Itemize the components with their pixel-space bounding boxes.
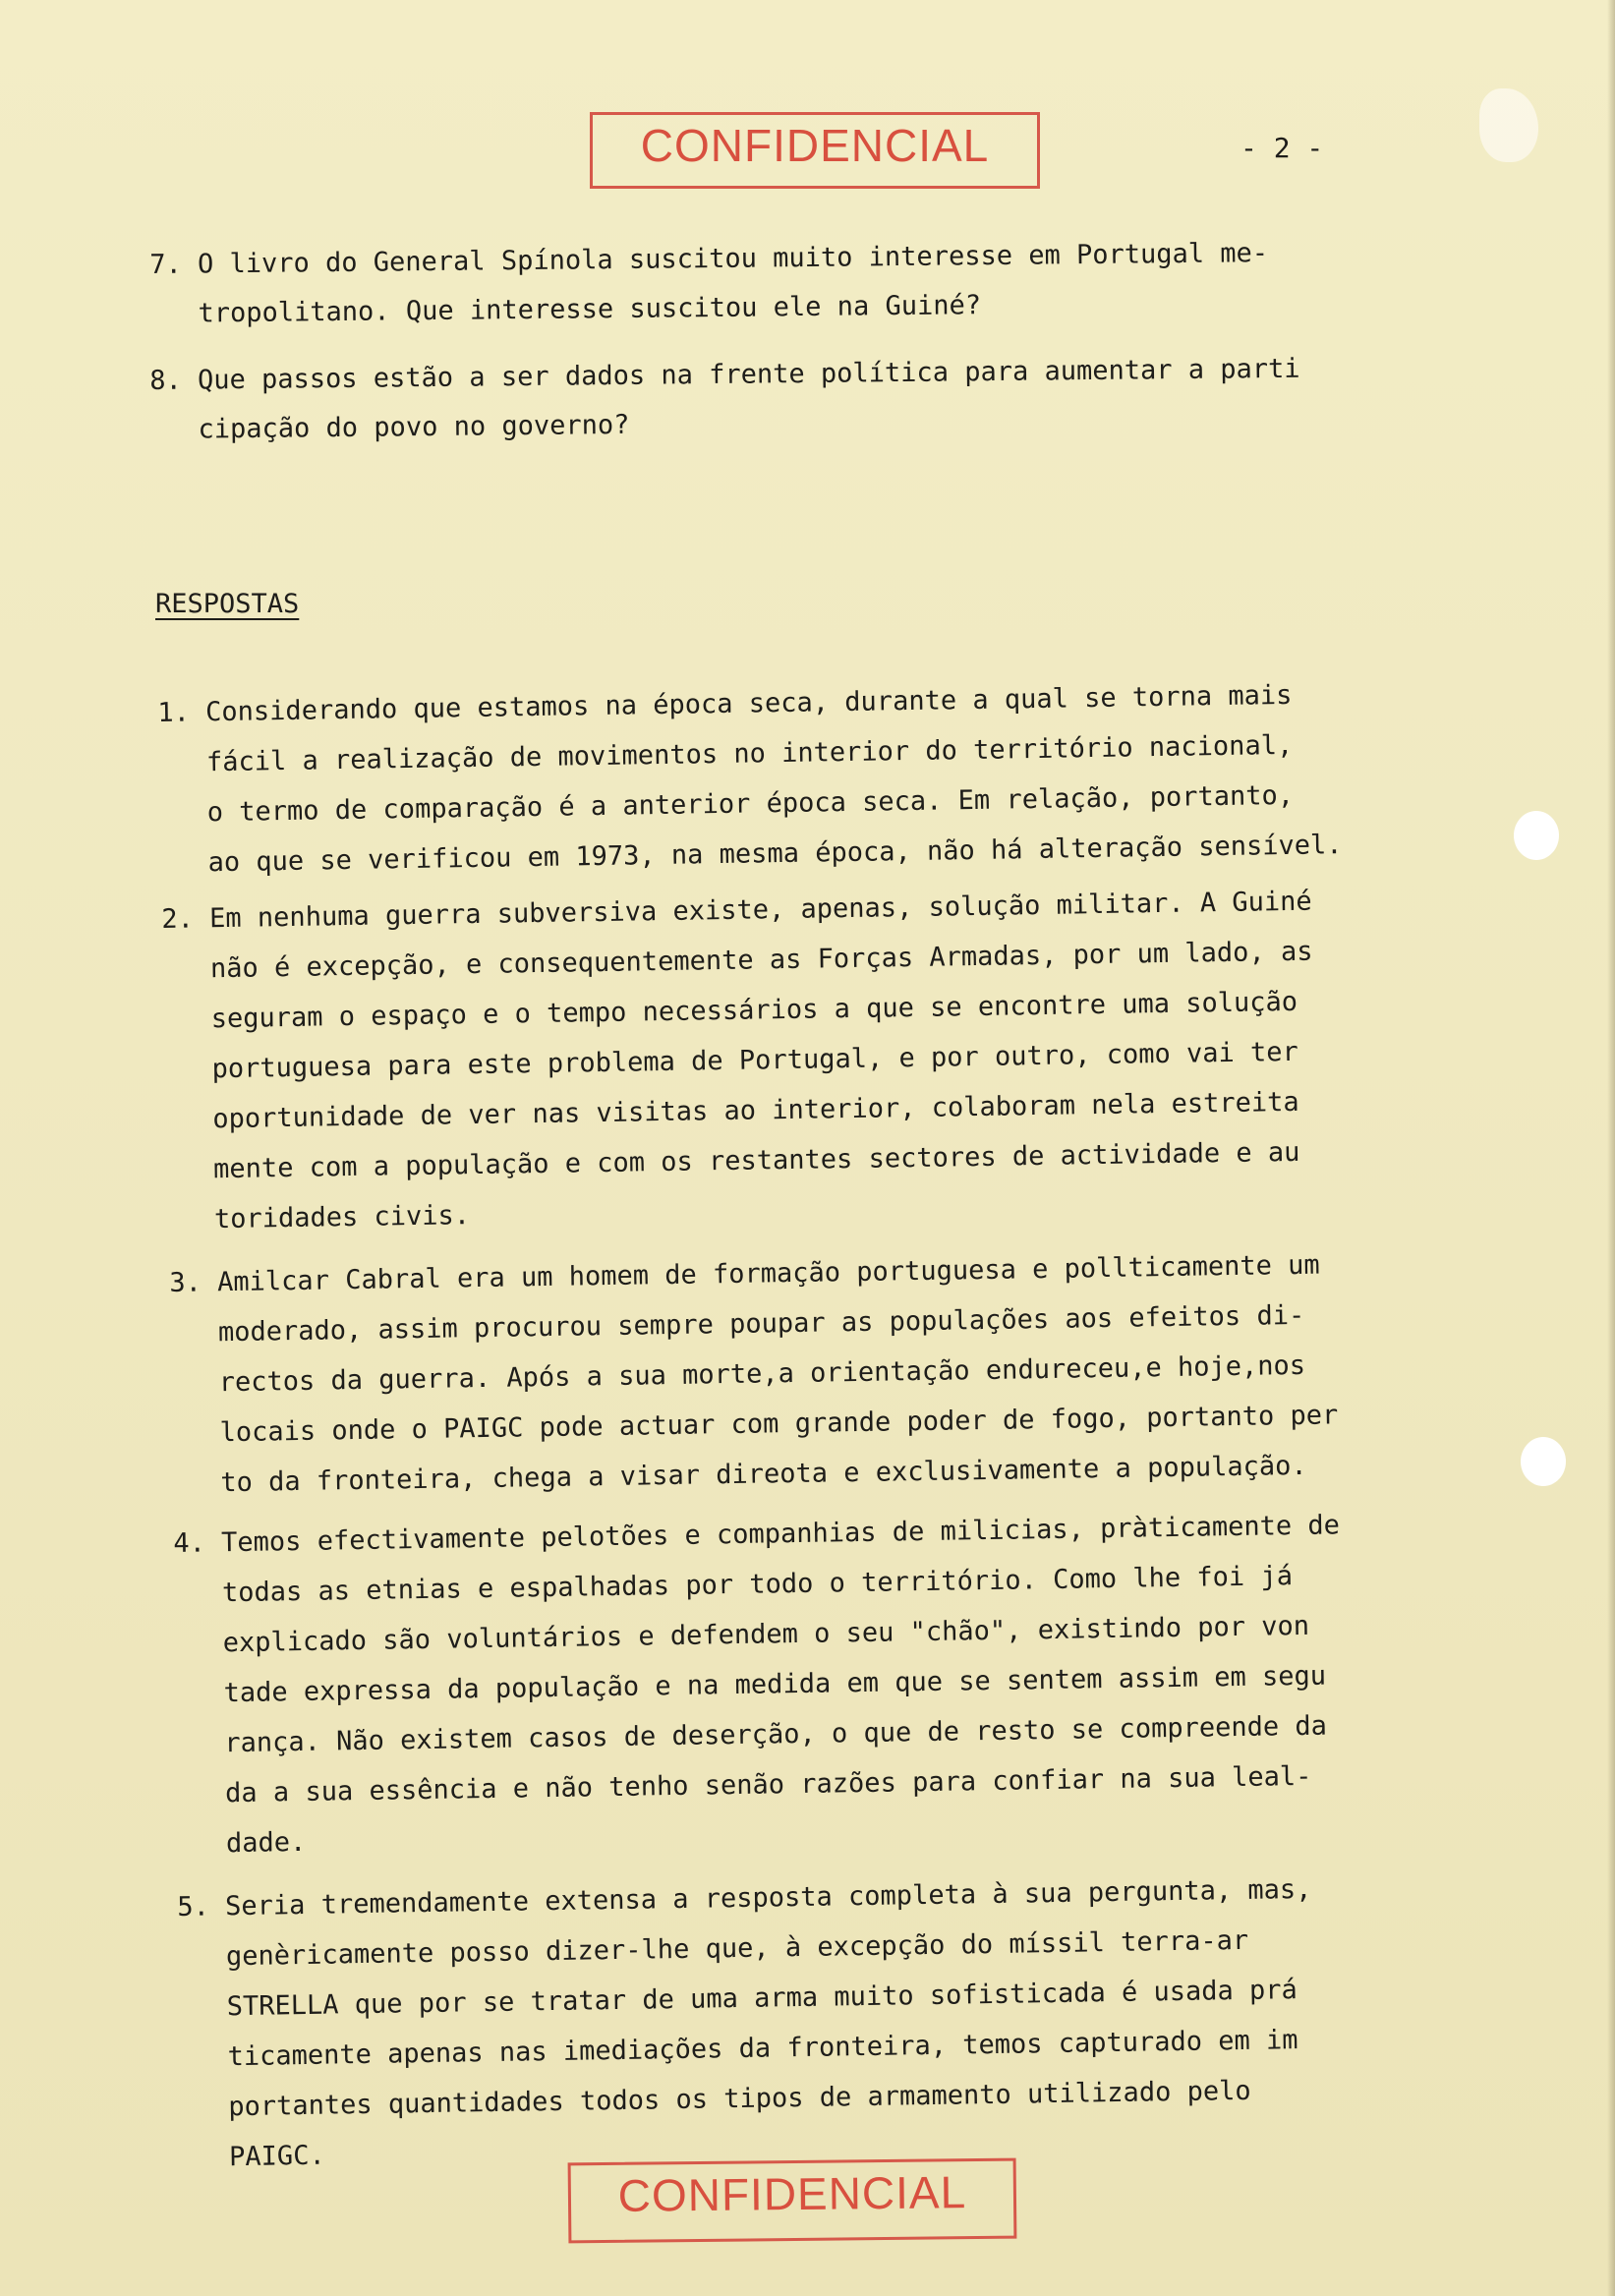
answer-3: 3. Amilcar Cabral era um homem de formação portuguesa e pollticamente um moderado, assim procurou sempre poupar as populações aos efeitos di- rectos da guerra. Após a sua morte,a orientação endureceu,e hoje,nos locais onde o PAIGC pode actuar com grande poder de fogo, portanto per to da fronteira, chega a visar direota e exclusivamente a população.	[169, 1249, 1339, 1499]
question-7: 7. O livro do General Spínola suscitou muito interesse em Portugal me- tropolitano. Que interesse suscitou ele na Guiné?	[149, 238, 1269, 329]
confidential-stamp-bottom: CONFIDENCIAL	[568, 2158, 1017, 2244]
question-8: 8. Que passos estão a ser dados na frente política para aumentar a parti cipação do povo no governo?	[149, 353, 1300, 445]
punch-hole-top	[1514, 811, 1559, 860]
paper-tear	[1479, 88, 1538, 162]
page-number: - 2 -	[1240, 132, 1324, 164]
answer-2: 2. Em nenhuma guerra subversiva existe, apenas, solução militar. A Guiné não é excepção, e consequentemente as Forças Armadas, por um lado, as seguram o espaço e o tempo necessários a que se encontre uma solução portuguesa para este problema de Portugal, e por outro, como vai ter oportunidade de ver nas visitas ao interior, colaboram nela estreita mente com a população e com os restantes sectores de actividade e au toridades civis.	[161, 886, 1313, 1235]
answer-4: 4. Temos efectivamente pelotões e companhias de milicias, pràticamente de todas as etnias e espalhadas por todo o território. Como lhe foi já explicado são voluntários e defendem o seu "chão", existindo por von tade expressa da população e na medida em que se sentem assim em segu rança. Não existem casos de deserção, o que de resto se compreende da da a sua essência e não tenho senão razões para confiar na sua leal- dade.	[173, 1510, 1341, 1860]
confidential-stamp-top: CONFIDENCIAL	[590, 112, 1040, 189]
answers-heading: RESPOSTAS	[155, 589, 300, 619]
answer-5: 5. Seria tremendamente extensa a resposta completa à sua pergunta, mas, genèricamente posso dizer-lhe que, à excepção do míssil terra-ar STRELLA que por se tratar de uma arma muito sofisticada é usada prá ticamente apenas nas imediações da fronteira, temos capturado em im portantes quantidades todos os tipos de armamento utilizado pelo PAIGC.	[177, 1873, 1312, 2173]
page-edge-shadow	[1607, 0, 1615, 2296]
punch-hole-bottom	[1521, 1437, 1566, 1486]
answer-1: 1. Considerando que estamos na época seca, durante a qual se torna mais fácil a realização de movimentos no interior do território nacional, o termo de comparação é a anterior época seca. Em relação, portanto, ao que se verificou em 1973, na mesma época, não há alteração sensível.	[157, 679, 1343, 879]
